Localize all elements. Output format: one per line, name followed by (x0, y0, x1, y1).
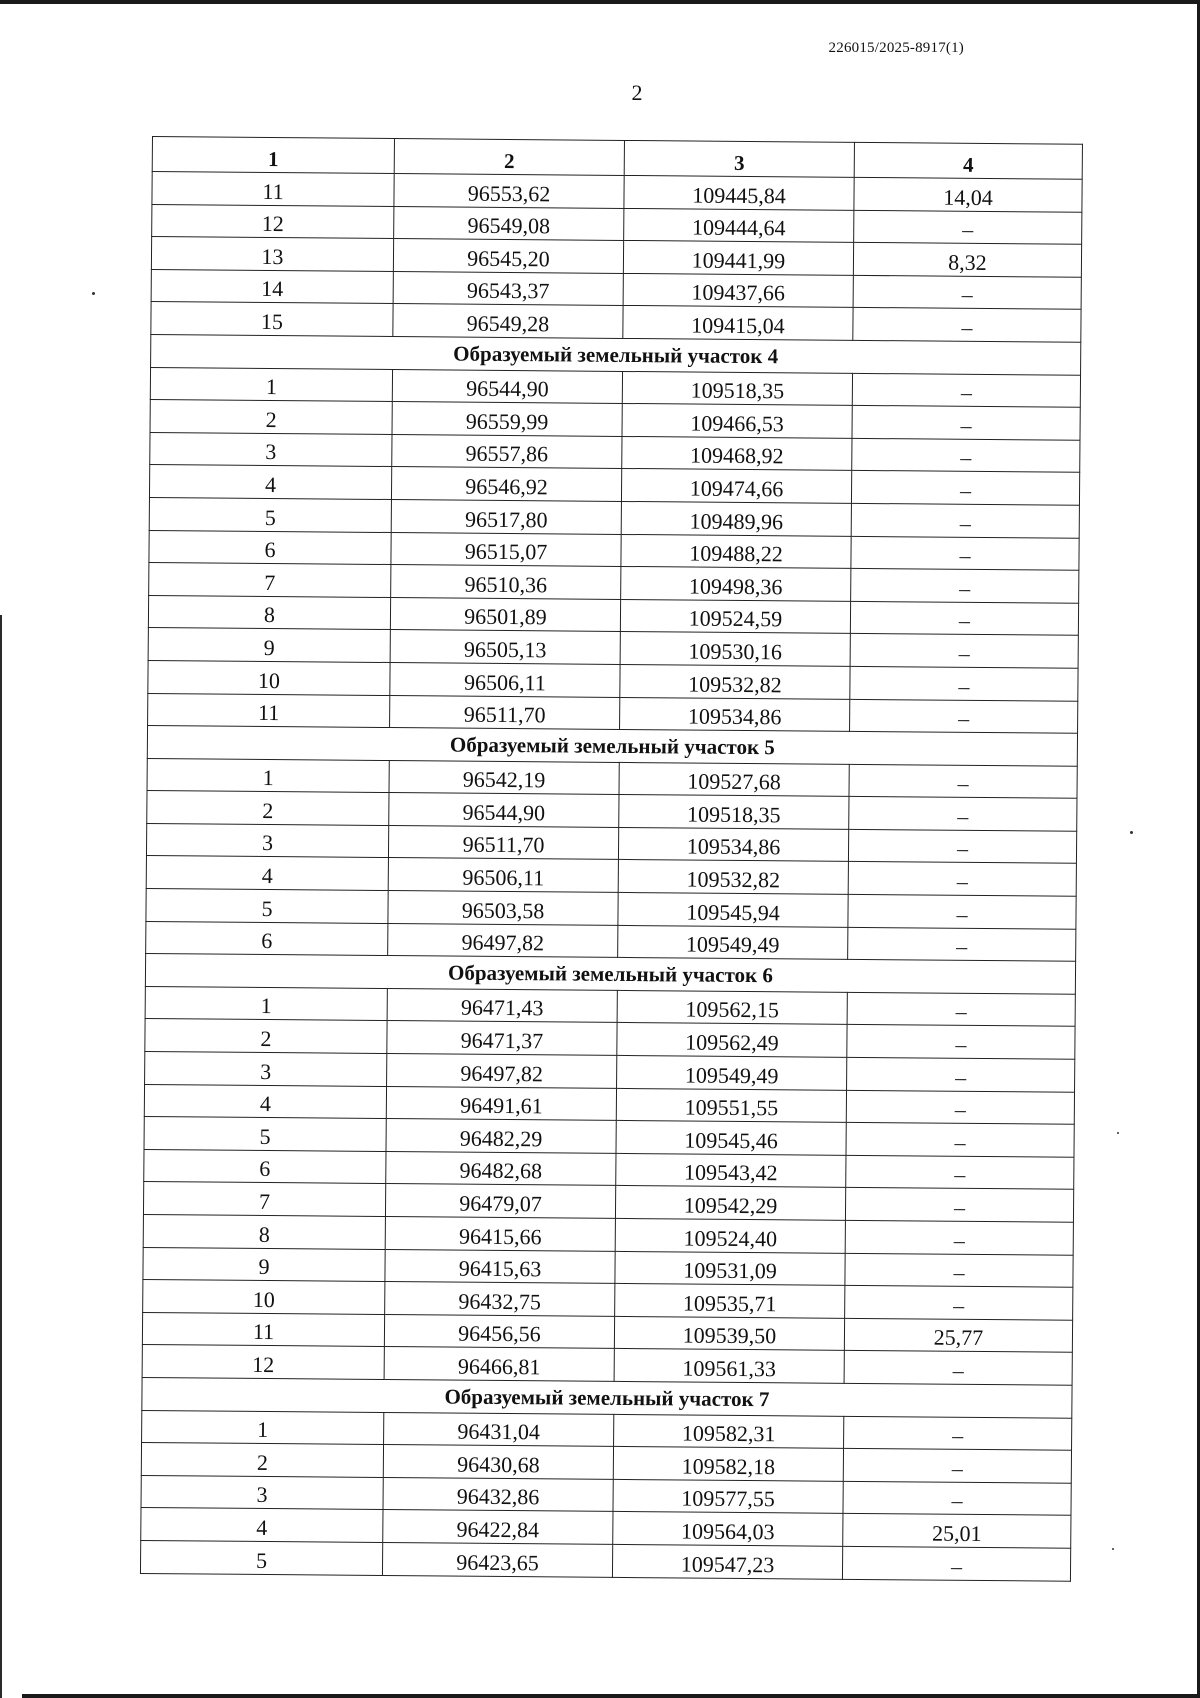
distance-cell: – (854, 210, 1082, 245)
y-coordinate-cell: 109582,31 (614, 1414, 844, 1449)
y-coordinate-cell: 109582,18 (613, 1447, 843, 1482)
point-number-cell: 3 (150, 432, 392, 467)
header-col-3: 3 (624, 140, 854, 177)
distance-cell: – (847, 992, 1075, 1027)
scan-border-left (0, 615, 2, 1698)
scan-speck (1112, 1548, 1114, 1550)
distance-cell: – (851, 503, 1079, 538)
y-coordinate-cell: 109551,55 (616, 1088, 846, 1123)
x-coordinate-cell: 96415,63 (385, 1249, 615, 1284)
distance-cell: 25,77 (844, 1318, 1072, 1353)
point-number-cell: 3 (146, 823, 388, 858)
x-coordinate-cell: 96549,28 (393, 304, 623, 339)
distance-cell: 25,01 (843, 1514, 1071, 1549)
y-coordinate-cell: 109489,96 (621, 501, 851, 536)
y-coordinate-cell: 109564,03 (613, 1512, 843, 1547)
coordinates-table (140, 136, 1083, 1581)
distance-cell: – (845, 1220, 1073, 1255)
distance-cell: – (848, 927, 1076, 962)
table-row (140, 1540, 1070, 1580)
x-coordinate-cell: 96482,29 (386, 1119, 616, 1154)
x-coordinate-cell: 96503,58 (388, 891, 618, 926)
y-coordinate-cell: 109527,68 (619, 762, 849, 797)
y-coordinate-cell: 109466,53 (622, 404, 852, 439)
distance-cell: – (846, 1090, 1074, 1125)
distance-cell: – (851, 536, 1079, 571)
distance-cell: – (847, 1057, 1075, 1092)
distance-cell: – (843, 1481, 1071, 1516)
y-coordinate-cell: 109549,49 (618, 925, 848, 960)
distance-cell: – (852, 406, 1080, 441)
y-coordinate-cell: 109539,50 (614, 1316, 844, 1351)
distance-cell: – (850, 634, 1078, 669)
x-coordinate-cell: 96456,56 (384, 1314, 614, 1349)
point-number-cell: 4 (149, 465, 391, 500)
y-coordinate-cell: 109577,55 (613, 1479, 843, 1514)
x-coordinate-cell: 96511,70 (388, 825, 618, 860)
x-coordinate-cell: 96471,43 (387, 988, 617, 1023)
point-number-cell: 4 (141, 1508, 383, 1543)
header-col-4: 4 (854, 142, 1082, 179)
y-coordinate-cell: 109488,22 (621, 534, 851, 569)
x-coordinate-cell: 96510,36 (391, 565, 621, 600)
point-number-cell: 5 (149, 497, 391, 532)
point-number-cell: 12 (152, 204, 394, 239)
point-number-cell: 6 (144, 1149, 386, 1184)
point-number-cell: 13 (151, 237, 393, 272)
y-coordinate-cell: 109534,86 (618, 827, 848, 862)
distance-cell: – (848, 862, 1076, 897)
y-coordinate-cell: 109545,94 (618, 892, 848, 927)
x-coordinate-cell: 96506,11 (390, 662, 620, 697)
point-number-cell: 1 (145, 986, 387, 1021)
point-number-cell: 10 (148, 660, 390, 695)
y-coordinate-cell: 109518,35 (619, 795, 849, 830)
x-coordinate-cell: 96557,86 (392, 434, 622, 469)
y-coordinate-cell: 109545,46 (616, 1121, 846, 1156)
point-number-cell: 4 (146, 856, 388, 891)
distance-cell: – (847, 1025, 1075, 1060)
distance-cell: – (849, 764, 1077, 799)
point-number-cell: 7 (143, 1182, 385, 1217)
distance-cell: – (844, 1416, 1072, 1451)
point-number-cell: 11 (152, 172, 394, 207)
x-coordinate-cell: 96482,68 (386, 1151, 616, 1186)
distance-cell: – (845, 1253, 1073, 1288)
section-title: Образуемый земельный участок 5 (147, 726, 1077, 766)
y-coordinate-cell: 109561,33 (614, 1349, 844, 1384)
point-number-cell: 14 (151, 269, 393, 304)
y-coordinate-cell: 109531,09 (615, 1251, 845, 1286)
y-coordinate-cell: 109562,15 (617, 990, 847, 1025)
y-coordinate-cell: 109518,35 (622, 371, 852, 406)
section-title: Образуемый земельный участок 6 (145, 954, 1075, 994)
scan-border-bottom (22, 1694, 1200, 1698)
point-number-cell: 8 (143, 1214, 385, 1249)
x-coordinate-cell: 96546,92 (391, 467, 621, 502)
section-title: Образуемый земельный участок 7 (142, 1377, 1072, 1417)
point-number-cell: 6 (146, 921, 388, 956)
point-number-cell: 5 (140, 1540, 382, 1575)
x-coordinate-cell: 96422,84 (383, 1510, 613, 1545)
coordinates-table-container (140, 136, 1082, 1581)
point-number-cell: 6 (149, 530, 391, 565)
x-coordinate-cell: 96466,81 (384, 1347, 614, 1382)
x-coordinate-cell: 96543,37 (393, 271, 623, 306)
header-col-2: 2 (394, 139, 624, 176)
y-coordinate-cell: 109532,82 (620, 664, 850, 699)
point-number-cell: 11 (148, 693, 390, 728)
x-coordinate-cell: 96430,68 (383, 1445, 613, 1480)
point-number-cell: 9 (143, 1247, 385, 1282)
point-number-cell: 2 (145, 1019, 387, 1054)
point-number-cell: 1 (147, 758, 389, 793)
distance-cell: – (845, 1286, 1073, 1321)
document-number: 226015/2025-8917(1) (828, 40, 964, 56)
distance-cell: – (843, 1448, 1071, 1483)
x-coordinate-cell: 96423,65 (382, 1542, 612, 1577)
x-coordinate-cell: 96415,66 (385, 1216, 615, 1251)
y-coordinate-cell: 109445,84 (624, 175, 854, 210)
x-coordinate-cell: 96506,11 (388, 858, 618, 893)
distance-cell: – (844, 1351, 1072, 1386)
distance-cell: – (848, 829, 1076, 864)
y-coordinate-cell: 109543,42 (616, 1153, 846, 1188)
distance-cell: – (853, 308, 1081, 343)
scan-border-top (0, 0, 1200, 4)
y-coordinate-cell: 109468,92 (622, 436, 852, 471)
point-number-cell: 2 (141, 1443, 383, 1478)
distance-cell: – (846, 1155, 1074, 1190)
x-coordinate-cell: 96517,80 (391, 499, 621, 534)
x-coordinate-cell: 96505,13 (390, 630, 620, 665)
header-col-1: 1 (152, 137, 394, 174)
distance-cell: – (852, 438, 1080, 473)
x-coordinate-cell: 96432,75 (385, 1282, 615, 1317)
distance-cell: – (845, 1188, 1073, 1223)
distance-cell: – (850, 666, 1078, 701)
y-coordinate-cell: 109437,66 (623, 273, 853, 308)
y-coordinate-cell: 109542,29 (615, 1186, 845, 1221)
y-coordinate-cell: 109498,36 (621, 567, 851, 602)
y-coordinate-cell: 109547,23 (612, 1544, 842, 1579)
x-coordinate-cell: 96542,19 (389, 760, 619, 795)
point-number-cell: 1 (142, 1410, 384, 1445)
y-coordinate-cell: 109415,04 (623, 306, 853, 341)
x-coordinate-cell: 96497,82 (388, 923, 618, 958)
x-coordinate-cell: 96501,89 (390, 597, 620, 632)
y-coordinate-cell: 109441,99 (623, 241, 853, 276)
x-coordinate-cell: 96431,04 (384, 1412, 614, 1447)
x-coordinate-cell: 96515,07 (391, 532, 621, 567)
section-title: Образуемый земельный участок 4 (151, 334, 1081, 374)
distance-cell: – (846, 1123, 1074, 1158)
distance-cell: – (851, 471, 1079, 506)
table-body (140, 172, 1082, 1581)
y-coordinate-cell: 109524,40 (615, 1218, 845, 1253)
distance-cell: 8,32 (853, 243, 1081, 278)
distance-cell: – (852, 373, 1080, 408)
x-coordinate-cell: 96511,70 (390, 695, 620, 730)
point-number-cell: 3 (145, 1052, 387, 1087)
distance-cell: – (853, 275, 1081, 310)
y-coordinate-cell: 109534,86 (620, 697, 850, 732)
distance-cell: – (851, 568, 1079, 603)
distance-cell: – (850, 699, 1078, 734)
point-number-cell: 9 (148, 628, 390, 663)
distance-cell: – (842, 1546, 1070, 1581)
x-coordinate-cell: 96559,99 (392, 402, 622, 437)
y-coordinate-cell: 109474,66 (621, 469, 851, 504)
point-number-cell: 5 (144, 1117, 386, 1152)
scan-speck (1130, 831, 1133, 834)
scan-speck (1117, 1132, 1119, 1134)
y-coordinate-cell: 109524,59 (620, 599, 850, 634)
y-coordinate-cell: 109532,82 (618, 860, 848, 895)
point-number-cell: 12 (142, 1345, 384, 1380)
x-coordinate-cell: 96544,90 (392, 369, 622, 404)
point-number-cell: 15 (151, 302, 393, 337)
x-coordinate-cell: 96497,82 (387, 1054, 617, 1089)
x-coordinate-cell: 96479,07 (385, 1184, 615, 1219)
point-number-cell: 10 (143, 1280, 385, 1315)
point-number-cell: 1 (150, 367, 392, 402)
distance-cell: – (848, 894, 1076, 929)
x-coordinate-cell: 96471,37 (387, 1021, 617, 1056)
x-coordinate-cell: 96553,62 (394, 174, 624, 209)
point-number-cell: 3 (141, 1475, 383, 1510)
y-coordinate-cell: 109530,16 (620, 632, 850, 667)
x-coordinate-cell: 96432,86 (383, 1477, 613, 1512)
distance-cell: – (849, 797, 1077, 832)
x-coordinate-cell: 96545,20 (393, 239, 623, 274)
y-coordinate-cell: 109549,49 (617, 1055, 847, 1090)
point-number-cell: 4 (144, 1084, 386, 1119)
point-number-cell: 8 (148, 595, 390, 630)
y-coordinate-cell: 109444,64 (624, 208, 854, 243)
scan-speck (92, 292, 95, 295)
y-coordinate-cell: 109562,49 (617, 1023, 847, 1058)
point-number-cell: 5 (146, 889, 388, 924)
x-coordinate-cell: 96491,61 (386, 1086, 616, 1121)
page-number: 2 (631, 80, 643, 105)
distance-cell: 14,04 (854, 177, 1082, 212)
y-coordinate-cell: 109535,71 (615, 1284, 845, 1319)
distance-cell: – (850, 601, 1078, 636)
point-number-cell: 11 (142, 1312, 384, 1347)
point-number-cell: 7 (149, 563, 391, 598)
x-coordinate-cell: 96549,08 (394, 206, 624, 241)
point-number-cell: 2 (147, 791, 389, 826)
point-number-cell: 2 (150, 400, 392, 435)
x-coordinate-cell: 96544,90 (389, 793, 619, 828)
